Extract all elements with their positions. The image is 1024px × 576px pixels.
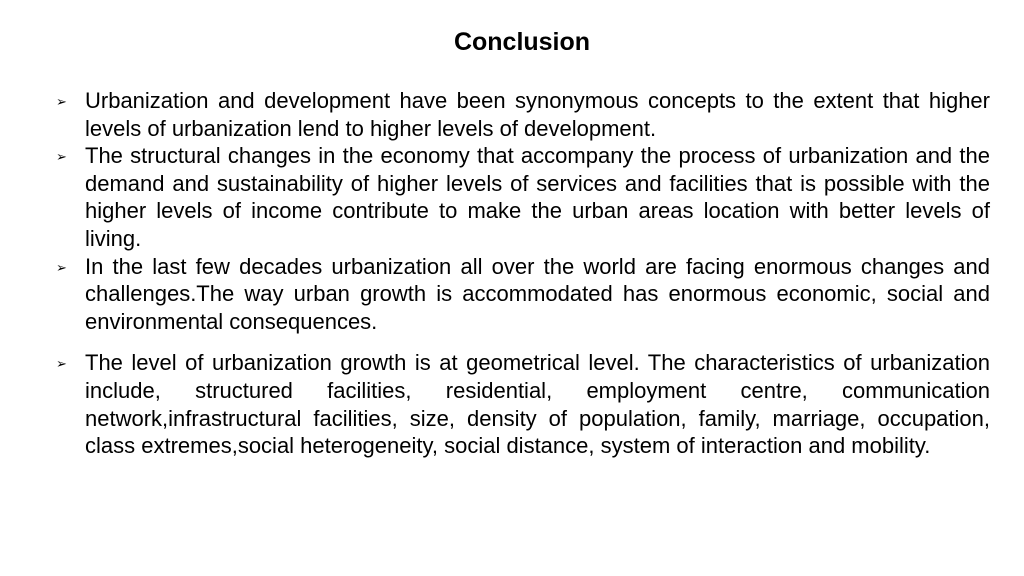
- bullet-text: In the last few decades urbanization all over the world are facing enormous changes and challenges.The way urban growth is accommodated has enormous economic, social and environmental consequences.: [85, 253, 990, 334]
- bullet-item: [56, 253, 990, 336]
- bullet-text: The structural changes in the economy that accompany the process of urbanization and the demand and sustainability of higher levels of services and facilities that is possible with the higher levels of income contribute to make the urban areas location with better levels of living.: [85, 143, 990, 251]
- arrow-bullet-icon: ➢: [56, 94, 67, 109]
- slide-title: Conclusion: [453, 28, 591, 56]
- bullet-text: The level of urbanization growth is at geometrical level. The characteristics of urbanization include, structured facilities, residential, employment centre, communication network,infrastructural facilities, size, density of population, family, marriage, occupation, class extremes,social heterogeneity, social distance, system of interaction and mobility.: [85, 350, 990, 459]
- arrow-bullet-icon: ➢: [56, 149, 67, 165]
- bullet-text: Urbanization and development have been synonymous concepts to the extent that higher levels of urbanization lend to higher levels of development.: [85, 88, 990, 141]
- arrow-bullet-icon: ➢: [56, 259, 67, 275]
- bullet-item: [56, 87, 990, 142]
- bullet-item: [56, 349, 990, 459]
- arrow-bullet-icon: ➢: [56, 356, 67, 372]
- bullet-list: [56, 87, 990, 460]
- bullet-item: [56, 142, 990, 252]
